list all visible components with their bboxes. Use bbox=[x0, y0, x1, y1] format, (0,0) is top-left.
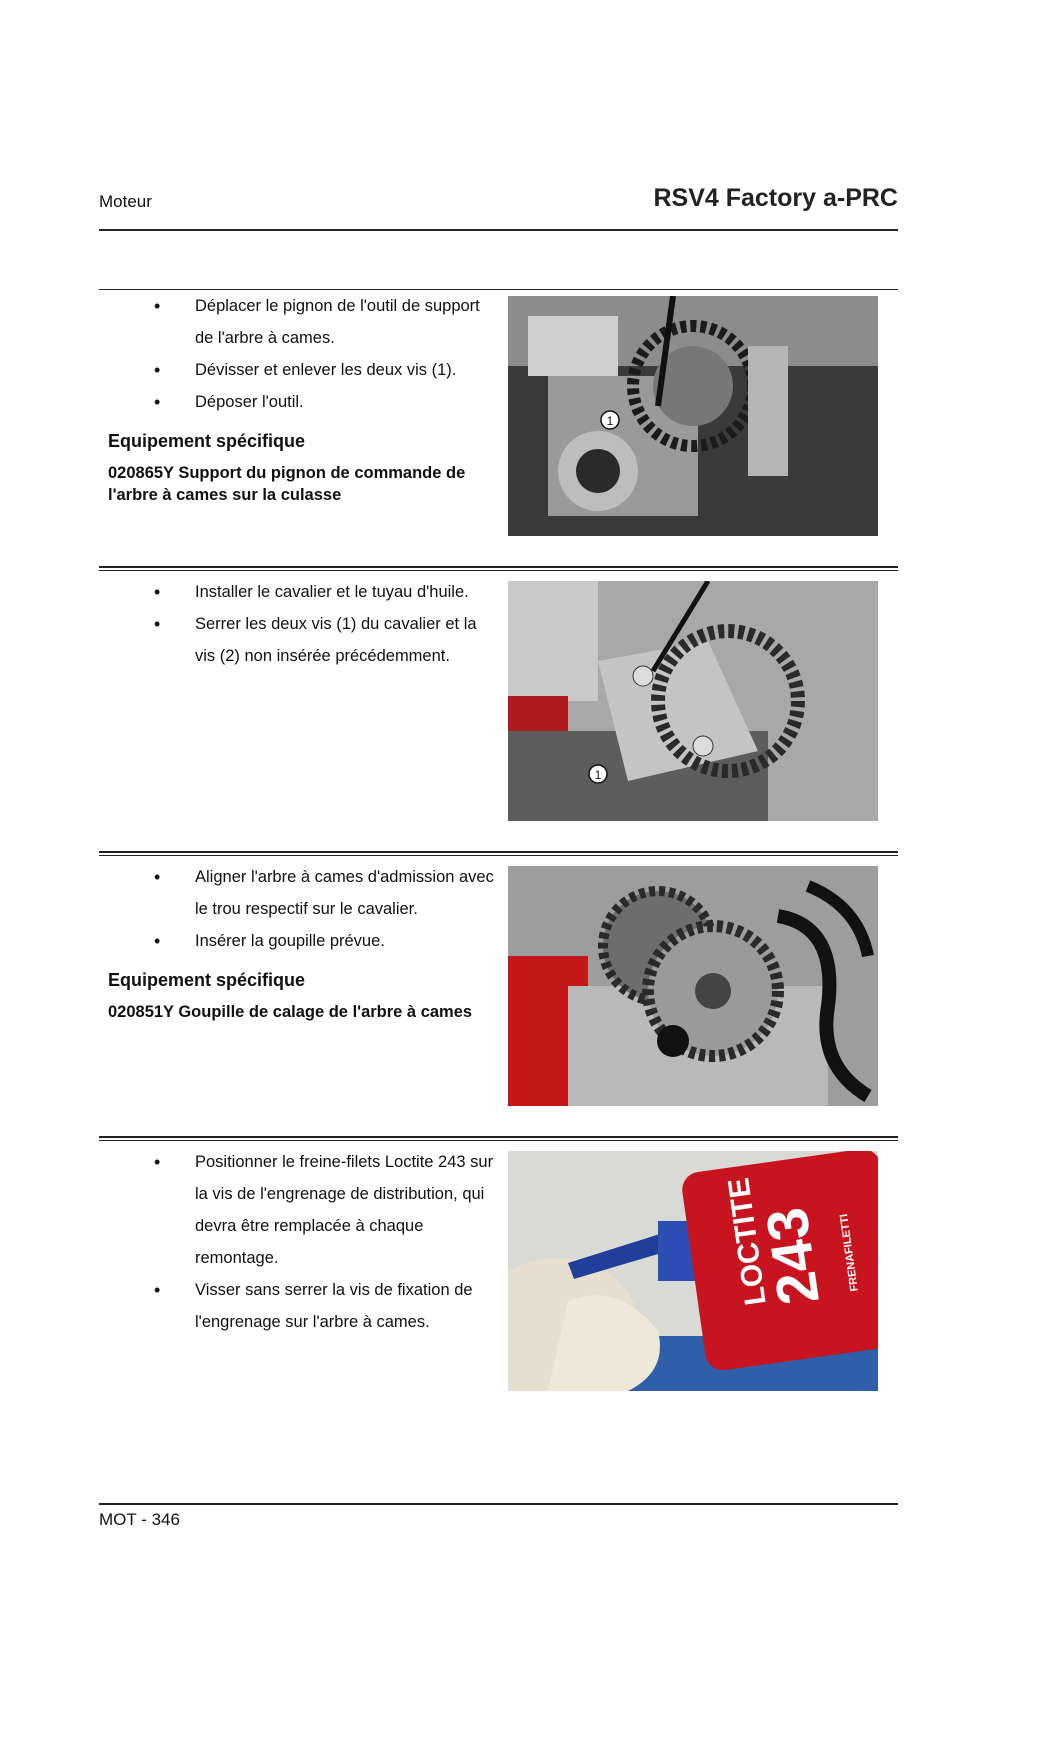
loctite-number-label: 243 bbox=[754, 1203, 832, 1309]
step-1-bullet-2: • Dévisser et enlever les deux vis (1). bbox=[154, 360, 457, 380]
step-2-bullet-1: • Installer le cavalier et le tuyau d'huile. bbox=[154, 582, 469, 602]
step-1-callout-label: 1 bbox=[606, 414, 614, 428]
footer-page-number: MOT - 346 bbox=[99, 1510, 180, 1529]
step-2-divider bbox=[99, 566, 898, 571]
header-divider bbox=[99, 229, 898, 231]
step-1-bullet-3: • Déposer l'outil. bbox=[154, 392, 304, 412]
loctite-brand-label: LOCTITE bbox=[722, 1175, 773, 1308]
step-1-equipment-item: 020865Y Support du pignon de commande de l'arbre à cames sur la culasse bbox=[108, 464, 466, 504]
step-1-photo bbox=[508, 296, 878, 536]
step-4-divider bbox=[99, 1136, 898, 1141]
step-1-equipment-title: Equipement spécifique bbox=[108, 431, 306, 451]
step-4-bullet-2: • Visser sans serrer la vis de fixation de l'engrenage sur l'arbre à cames. bbox=[154, 1280, 473, 1331]
step-4-photo bbox=[508, 1151, 878, 1391]
header-section-title: Moteur bbox=[99, 192, 152, 211]
step-4-bullet-1: • Positionner le freine-filets Loctite 243 sur la vis de l'engrenage de distribution, qui devra être remplacée à chaque remontage. bbox=[154, 1152, 494, 1267]
step-3-bullet-2: • Insérer la goupille prévue. bbox=[154, 931, 385, 951]
loctite-product-label: FRENAFILETTI bbox=[838, 1212, 861, 1293]
step-3-divider bbox=[99, 851, 898, 856]
step-2-bullet-2: • Serrer les deux vis (1) du cavalier et la vis (2) non insérée précédemment. bbox=[154, 614, 477, 665]
step-3-text bbox=[108, 861, 498, 1023]
step-2-photo bbox=[508, 581, 878, 821]
step-4-text bbox=[108, 1146, 498, 1338]
step-2-text bbox=[108, 576, 498, 672]
step-2-callout-label: 1 bbox=[594, 768, 602, 782]
step-1-bullet-1: • Déplacer le pignon de l'outil de support de l'arbre à cames. bbox=[154, 296, 480, 347]
step-3-equipment-title: Equipement spécifique bbox=[108, 970, 306, 990]
step-3-equipment-item: 020851Y Goupille de calage de l'arbre à cames bbox=[108, 1003, 473, 1021]
step-1-text bbox=[108, 290, 498, 506]
step-3-bullet-1: • Aligner l'arbre à cames d'admission avec le trou respectif sur le cavalier. bbox=[154, 867, 494, 918]
footer-divider bbox=[99, 1503, 898, 1505]
header-model-title: RSV4 Factory a-PRC bbox=[653, 184, 898, 212]
step-3-photo bbox=[508, 866, 878, 1106]
